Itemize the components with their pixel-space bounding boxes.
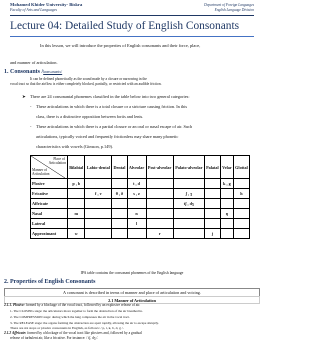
dash-icon: - xyxy=(30,124,32,129)
table-cell xyxy=(204,199,220,209)
faculty-name: Faculty of Arts and Languages xyxy=(10,8,57,12)
plosive-text: formed by a blockage of the vocal tract, followed by an explosive release of air. xyxy=(25,303,141,307)
col-dental: Dental xyxy=(112,156,127,179)
dash-icon: - xyxy=(30,104,32,109)
table-header-row xyxy=(31,156,250,179)
university-name: Mohamed Khider University- Biskra xyxy=(10,2,83,7)
plosive-definition xyxy=(4,303,140,307)
table-cell xyxy=(127,229,146,239)
table-cell xyxy=(173,219,204,229)
table-cell xyxy=(85,229,112,239)
affricate-text: formed by a blockage of the vocal tract like plosives and, followed by a gradual xyxy=(27,331,142,335)
corner-manner-label: Manner of xyxy=(32,168,48,172)
row-approximant: Approximant xyxy=(31,229,68,239)
table-cell xyxy=(127,199,146,209)
table-row xyxy=(31,219,250,229)
col-palatal: Palatal xyxy=(204,156,220,179)
table-cell xyxy=(233,229,249,239)
table-cell xyxy=(68,199,85,209)
table-cell xyxy=(112,219,127,229)
row-fricative: Fricative xyxy=(31,189,68,199)
box-line: A consonant is described in terms of manner and place of articulation and voicing. xyxy=(63,290,201,295)
table-cell xyxy=(173,179,204,189)
department-name: Department of Foreign Languages xyxy=(204,3,254,7)
section-2-heading: 2. Properties of English Consonants xyxy=(4,279,96,285)
table-cell xyxy=(68,219,85,229)
section-1-heading-text: 1. Consonants / xyxy=(4,69,44,75)
row-affricate: Affricate xyxy=(31,199,68,209)
table-cell: k , g xyxy=(220,179,233,189)
col-bilabial: Bilabial xyxy=(68,156,85,179)
row-plosive: Plosive xyxy=(31,179,68,189)
table-row xyxy=(31,179,250,189)
table-cell xyxy=(204,209,220,219)
definition-line-1: It can be defined phonetically as the sound made by a closure or narrowing in the xyxy=(30,77,147,81)
table-cell xyxy=(173,209,204,219)
col-glottal: Glottal xyxy=(233,156,249,179)
stage-compression: 2- The COMPRESSION stage: during which the lung compresses the air in the vocal tract. xyxy=(10,315,130,319)
bullet-partial-closure-cont-2: characteristics with vowels (Gimson, p.149). xyxy=(36,144,113,149)
table-cell: s , z xyxy=(127,189,146,199)
table-cell xyxy=(85,179,112,189)
intro-line-1: In this lesson, we will introduce the properties of English consonants and their force, place, xyxy=(40,43,201,48)
table-cell: l xyxy=(127,219,146,229)
bullet-partial-closure: These articulations in which there is a partial closure or an oral or nasal escape of air. Such xyxy=(36,124,193,129)
table-cell xyxy=(204,179,220,189)
bullet-categories: There are 24 consonantal phonemes classified in the table below into two general categories: xyxy=(30,94,190,99)
col-post-alveolar: Post-alveolar xyxy=(146,156,173,179)
table-cell xyxy=(220,189,233,199)
table-cell xyxy=(173,229,204,239)
table-cell: j xyxy=(204,229,220,239)
bullet-total-closure: These articulations in which there is a total closure or a stricture causing friction. In this xyxy=(36,104,188,109)
table-cell xyxy=(85,199,112,209)
table-cell xyxy=(85,219,112,229)
table-cell xyxy=(220,229,233,239)
table-cell: ŋ xyxy=(220,209,233,219)
bullet-arrow-icon: ➤ xyxy=(22,94,26,99)
plosive-label: 2.1.1. Plosive: xyxy=(4,303,25,307)
bullet-total-closure-cont: class, there is a distinctive opposition between fortis and lenis. xyxy=(36,114,144,119)
corner-place-label-2: Articulation xyxy=(48,161,66,165)
section-1-heading-ipa: kɒnsənənts/ xyxy=(43,69,63,74)
row-lateral: Lateral xyxy=(31,219,68,229)
intro-line-2: and manner of articulation. xyxy=(10,60,58,65)
stage-release: 3- The RELEASE stage: the organs forming the obstruction are apart rapidly, allowing the air to escape abruptly. xyxy=(10,321,159,325)
table-cell: ʃ , ʒ xyxy=(173,189,204,199)
table-cell xyxy=(112,209,127,219)
table-cell xyxy=(233,219,249,229)
division-name: English Language Division xyxy=(214,8,254,12)
subsection-heading: 2.1 Manner of Articulation xyxy=(108,297,156,303)
col-velar: Velar xyxy=(220,156,233,179)
table-cell xyxy=(112,229,127,239)
table-cell xyxy=(146,219,173,229)
section-1-heading xyxy=(4,69,62,75)
table-cell: h xyxy=(233,189,249,199)
table-cell: n xyxy=(127,209,146,219)
bullet-partial-closure-cont: articulations, typically voiced and frequently frictionless may share many phonetic xyxy=(36,134,179,139)
row-nasal: Nasal xyxy=(31,209,68,219)
table-cell xyxy=(204,219,220,229)
table-row xyxy=(31,229,250,239)
table-cell: tʃ , dʒ xyxy=(173,199,204,209)
table-cell xyxy=(112,199,127,209)
col-palato-alveolar: Palato-alveolar xyxy=(173,156,204,179)
table-row xyxy=(31,189,250,199)
header-divider xyxy=(10,15,254,16)
affricate-definition-cont: release of turbulent air, like a fricative. For instance: / tʃ, dʒ /. xyxy=(10,336,99,340)
table-cell xyxy=(220,199,233,209)
table-cell: θ , ð xyxy=(112,189,127,199)
table-row xyxy=(31,209,250,219)
table-cell xyxy=(85,209,112,219)
table-cell xyxy=(233,199,249,209)
table-cell xyxy=(112,179,127,189)
table-cell: w xyxy=(68,229,85,239)
stage-closing: 1- The CLOSING stage: the articulators move together to form the obstruction of the air breathed in. xyxy=(10,309,143,313)
affricate-label: 2.1.2 Affricate: xyxy=(4,331,27,335)
table-cell xyxy=(146,209,173,219)
consonant-table xyxy=(30,155,250,239)
table-cell: m xyxy=(68,209,85,219)
table-cell xyxy=(68,189,85,199)
table-row xyxy=(31,199,250,209)
table-cell: f , v xyxy=(85,189,112,199)
affricate-definition xyxy=(4,331,142,335)
table-cell: p , b xyxy=(68,179,85,189)
table-cell: r xyxy=(146,229,173,239)
definition-line-2: vocal tract so that the airflow is either completely blocked, partially, or restricted with an audible friction. xyxy=(10,82,162,86)
table-corner-cell xyxy=(31,156,68,179)
col-alveolar: Alveolar xyxy=(127,156,146,179)
lecture-title: Lecture 04: Detailed Study of English Consonants xyxy=(10,20,240,32)
stops-line: There are six stops or plosive consonants in English, as follows: / p, t, k, b, d, g /. xyxy=(10,326,124,330)
table-cell xyxy=(146,179,173,189)
corner-place-label: Place of xyxy=(53,157,65,161)
table-cell: t , d xyxy=(127,179,146,189)
table-cell xyxy=(204,189,220,199)
table-cell xyxy=(233,179,249,189)
table-cell xyxy=(233,209,249,219)
table-caption: IPA table contains the consonant phonemes of the English language xyxy=(80,271,184,275)
table-cell xyxy=(146,189,173,199)
col-labiodental: Labio-dental xyxy=(85,156,112,179)
title-divider xyxy=(10,36,254,37)
table-cell xyxy=(146,199,173,209)
corner-manner-label-2: Articulation xyxy=(32,172,50,176)
table-cell xyxy=(220,219,233,229)
